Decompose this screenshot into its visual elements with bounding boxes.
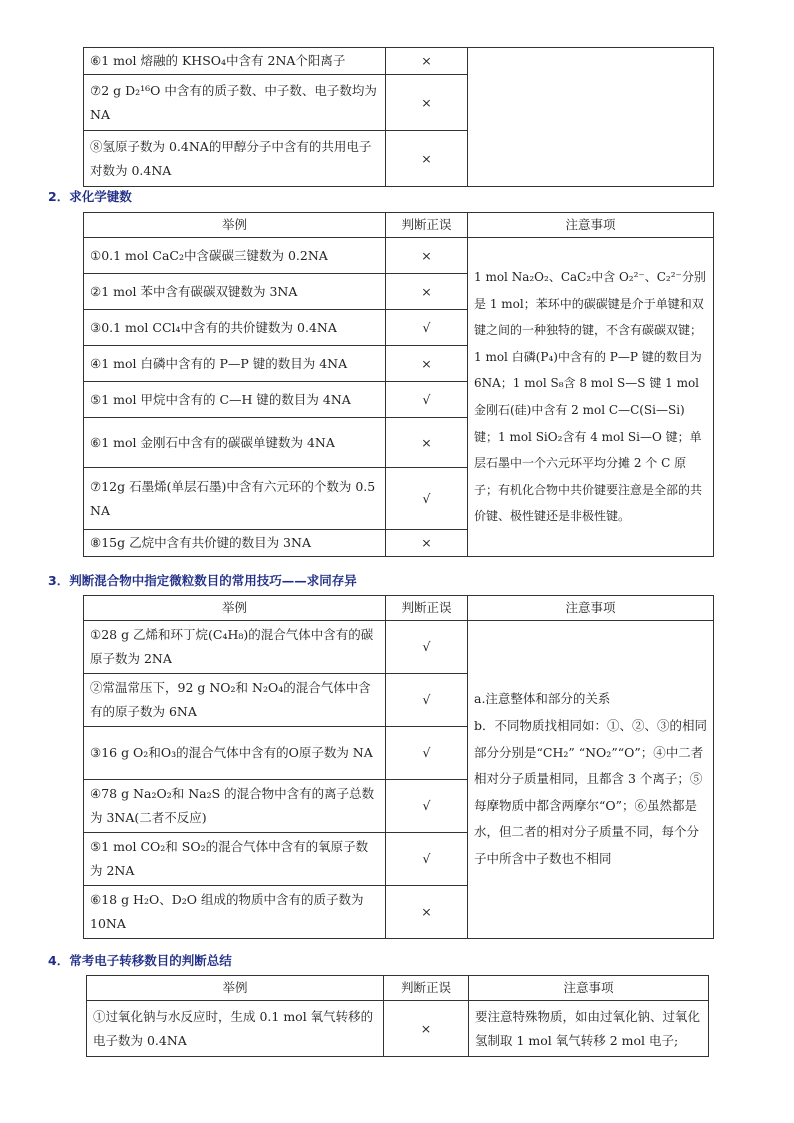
- chemical-bond-table: [83, 212, 714, 557]
- example-cell: ①28 g 乙烯和环丁烷(C₄H₈)的混合气体中含有的碳原子数为 2NA: [84, 621, 386, 674]
- notes-text: a.注意整体和部分的关系 b．不同物质找相同如：①、②、③的相同部分分别是“CH₂” “NO₂”“O”；④中二者相对分子质量相同，且都含 3 个离子；⑤每摩物质中都含两摩尔“O”；⑥虽然都是水，但二者的相对分子质量不同，每个分子中所含中子数也不相同: [474, 691, 708, 866]
- header-notes: 注意事项: [468, 596, 714, 621]
- example-cell: ⑥18 g H₂O、D₂O 组成的物质中含有的质子数为 10NA: [84, 886, 386, 939]
- judgment-cell: ×: [386, 418, 468, 468]
- judgment-cell: √: [386, 468, 468, 530]
- header-judgment: 判断正误: [386, 596, 468, 621]
- example-cell: ④1 mol 白磷中含有的 P—P 键的数目为 4NA: [84, 346, 386, 382]
- section-heading: 3．判断混合物中指定微粒数目的常用技巧——求同存异: [48, 573, 357, 588]
- judgment-cell: ×: [386, 238, 468, 274]
- header-example: 举例: [87, 976, 384, 1001]
- header-example: 举例: [84, 596, 386, 621]
- judgment-cell: √: [386, 833, 468, 886]
- judgment-cell: √: [386, 621, 468, 674]
- example-cell: ⑦2 g D₂¹⁶O 中含有的质子数、中子数、电子数均为 NA: [84, 75, 386, 131]
- table-header-row: [84, 213, 714, 238]
- judgment-cell: ×: [386, 131, 468, 187]
- notes-cell: [468, 48, 714, 187]
- example-cell: ②1 mol 苯中含有碳碳双键数为 3NA: [84, 274, 386, 310]
- header-example: 举例: [84, 213, 386, 238]
- judgment-cell: ×: [386, 886, 468, 939]
- judgment-cell: √: [386, 780, 468, 833]
- example-cell: ③0.1 mol CCl₄中含有的共价键数为 0.4NA: [84, 310, 386, 346]
- table-continued: [83, 47, 714, 187]
- judgment-cell: ×: [386, 75, 468, 131]
- table-row: [84, 238, 714, 274]
- judgment-cell: √: [386, 310, 468, 346]
- example-cell: ④78 g Na₂O₂和 Na₂S 的混合物中含有的离子总数为 3NA(二者不反应): [84, 780, 386, 833]
- example-cell: ⑥1 mol 熔融的 KHSO₄中含有 2NA个阳离子: [84, 48, 386, 75]
- section-heading: 4．常考电子转移数目的判断总结: [48, 953, 232, 968]
- judgment-cell: √: [386, 727, 468, 780]
- example-cell: ③16 g O₂和O₃的混合气体中含有的O原子数为 NA: [84, 727, 386, 780]
- example-cell: ①0.1 mol CaC₂中含碳碳三键数为 0.2NA: [84, 238, 386, 274]
- judgment-cell: ×: [386, 48, 468, 75]
- header-judgment: 判断正误: [386, 213, 468, 238]
- example-cell: ⑤1 mol CO₂和 SO₂的混合气体中含有的氧原子数为 2NA: [84, 833, 386, 886]
- table-row: [84, 621, 714, 674]
- example-cell: ①过氧化钠与水反应时，生成 0.1 mol 氧气转移的电子数为 0.4NA: [87, 1001, 384, 1057]
- judgment-cell: ×: [386, 346, 468, 382]
- notes-cell: 要注意特殊物质，如由过氧化钠、过氧化氢制取 1 mol 氧气转移 2 mol 电子;: [469, 1001, 709, 1057]
- table-header-row: [84, 596, 714, 621]
- notes-cell: [468, 621, 714, 939]
- judgment-cell: √: [386, 382, 468, 418]
- table-header-row: [87, 976, 709, 1001]
- table-row: [84, 48, 714, 75]
- header-notes: 注意事项: [468, 213, 714, 238]
- table-row: [87, 1001, 709, 1057]
- judgment-cell: ×: [384, 1001, 469, 1057]
- example-cell: ②常温常压下，92 g NO₂和 N₂O₄的混合气体中含有的原子数为 6NA: [84, 674, 386, 727]
- judgment-cell: ×: [386, 274, 468, 310]
- example-cell: ⑧15g 乙烷中含有共价键的数目为 3NA: [84, 530, 386, 557]
- mixture-particle-table: [83, 595, 714, 939]
- notes-cell: 1 mol Na₂O₂、CaC₂中含 O₂²⁻、C₂²⁻分别是 1 mol；苯环中的碳碳键是介于单键和双键之间的一种独特的键，不含有碳碳双键；1 mol 白磷(P₄)中含有的 P—P 键的数目为 6NA；1 mol S₈含 8 mol S—S 键 1 mol 金刚石(硅)中含有 2 mol C—C(Si—Si)键；1 mol SiO₂含有 4 mol Si—O 键；单层石墨中一个六元环平均分摊 2 个 C 原子；有机化合物中共价键要注意是全部的共价键、极性键还是非极性键。: [468, 238, 714, 557]
- judgment-cell: ×: [386, 530, 468, 557]
- example-cell: ⑦12g 石墨烯(单层石墨)中含有六元环的个数为 0.5 NA: [84, 468, 386, 530]
- section-heading: 2．求化学键数: [48, 189, 132, 204]
- judgment-cell: √: [386, 674, 468, 727]
- example-cell: ⑤1 mol 甲烷中含有的 C—H 键的数目为 4NA: [84, 382, 386, 418]
- electron-transfer-table: [86, 975, 709, 1057]
- example-cell: ⑥1 mol 金刚石中含有的碳碳单键数为 4NA: [84, 418, 386, 468]
- header-judgment: 判断正误: [384, 976, 469, 1001]
- header-notes: 注意事项: [469, 976, 709, 1001]
- example-cell: ⑧氢原子数为 0.4NA的甲醇分子中含有的共用电子对数为 0.4NA: [84, 131, 386, 187]
